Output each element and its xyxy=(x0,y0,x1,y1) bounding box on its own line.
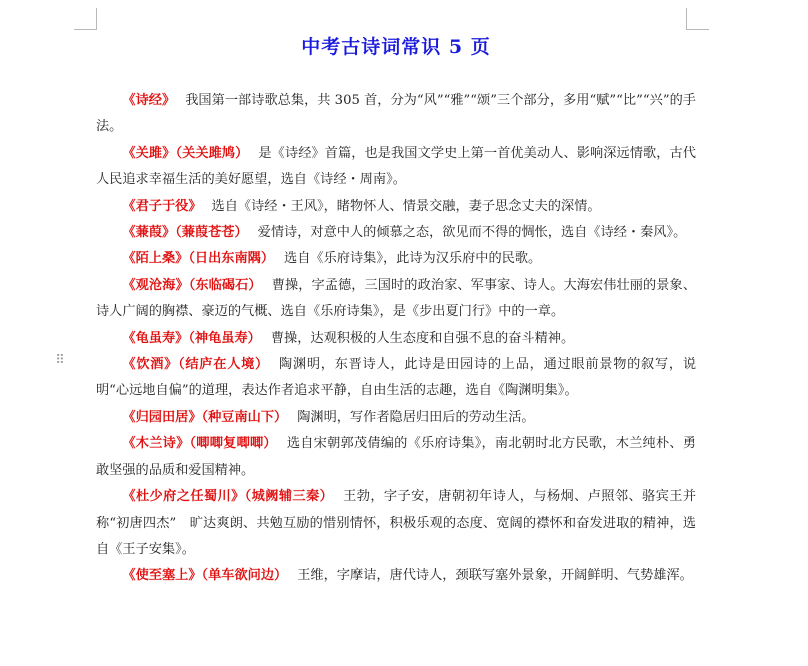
entry-heading: 《木兰诗》（唧唧复唧唧） xyxy=(122,436,277,452)
entry-heading: 《蒹葭》（蒹葭苍苍） xyxy=(122,225,248,241)
entry-jianjia xyxy=(96,220,696,246)
entry-heading: 《陌上桑》（日出东南隅） xyxy=(122,251,275,267)
entry-heading: 《归园田居》（种豆南山下） xyxy=(122,409,288,425)
margin-mark-top-right-horizontal xyxy=(686,29,709,30)
margin-mark-top-left-horizontal xyxy=(74,29,97,30)
entry-mulanshi xyxy=(96,431,696,484)
entry-guancanghai xyxy=(96,273,696,326)
entry-guiyuantianju xyxy=(96,405,696,431)
entry-text: 陶渊明，东晋诗人，此诗是田园诗的上品，通过眼前景物的叙写，说明“心远地自偏”的道理，表达作者追求平静，自由生活的志趣，选自《陶渊明集》。 xyxy=(96,357,697,399)
entry-guisuishou xyxy=(96,326,696,352)
entry-heading: 《君子于役》 xyxy=(122,198,202,214)
drag-handle-icon[interactable]: ⠿ xyxy=(55,353,65,368)
entry-text: 曹操，字孟德，三国时的政治家、军事家、诗人。大海宏伟壮丽的景象、诗人广阔的胸襟、豪迈的气概、选自《乐府诗集》，是《步出夏门行》中的一章。 xyxy=(96,277,697,320)
entry-text: 我国第一部诗歌总集，共 305 首，分为“风”“雅”“颂”三个部分，多用“赋”“比”“兴”的手法。 xyxy=(96,93,696,135)
entry-heading: 《杜少府之任蜀川》（城阙辅三秦） xyxy=(122,489,334,505)
entry-guanju xyxy=(96,141,696,194)
entry-heading: 《诗经》 xyxy=(122,93,176,108)
entry-text: 王勃，字子安，唐朝初年诗人，与杨炯、卢照邻、骆宾王并称“初唐四杰” 旷达爽朗、共勉互励的惜别情怀，积极乐观的态度、宽阔的襟怀和奋发进取的精神，选自《王子安集》。 xyxy=(96,489,697,557)
entry-dushaofu xyxy=(96,484,696,563)
entry-heading: 《关雎》（关关雎鸠） xyxy=(122,145,249,161)
entry-text: 陶渊明，写作者隐居归田后的劳动生活。 xyxy=(297,409,535,425)
entry-text: 选自《诗经・王风》，睹物怀人、情景交融，妻子思念丈夫的深情。 xyxy=(211,198,601,214)
entry-heading: 《观沧海》（东临碣石） xyxy=(122,277,262,293)
entry-text: 爱情诗，对意中人的倾慕之态，欲见而不得的惆怅，选自《诗经・秦风》。 xyxy=(257,225,687,241)
entry-text: 曹操，达观积极的人生态度和自强不息的奋斗精神。 xyxy=(270,330,575,346)
margin-mark-top-right-vertical xyxy=(686,8,687,30)
entry-shizhisaishang xyxy=(96,563,696,589)
entry-text: 王维，字摩诘，唐代诗人，颈联写塞外景象，开阔鲜明、气势雄浑。 xyxy=(297,568,693,584)
entry-shijing xyxy=(96,88,696,141)
entry-moshangsang xyxy=(96,246,696,272)
margin-mark-top-left-vertical xyxy=(96,8,97,30)
entry-text: 选自《乐府诗集》，此诗为汉乐府中的民歌。 xyxy=(284,251,542,267)
entry-junziyuyi xyxy=(96,194,696,220)
entry-heading: 《龟虽寿》（神龟虽寿） xyxy=(122,330,261,346)
entry-text: 选自宋朝郭茂倩编的《乐府诗集》，南北朝时北方民歌，木兰纯朴、勇敢坚强的品质和爱国精神。 xyxy=(96,436,696,478)
entry-text: 是《诗经》首篇，也是我国文学史上第一首优美动人、影响深远情歌，古代人民追求幸福生活的美好愿望，选自《诗经・周南》。 xyxy=(96,145,696,188)
entry-yinjiu xyxy=(96,352,696,405)
document-body xyxy=(96,88,696,590)
entry-heading: 《饮酒》（结庐在人境） xyxy=(122,357,269,373)
entry-heading: 《使至塞上》（单车欲问边） xyxy=(122,568,288,584)
document-title: 中考古诗词常识 5 页 xyxy=(301,36,491,58)
